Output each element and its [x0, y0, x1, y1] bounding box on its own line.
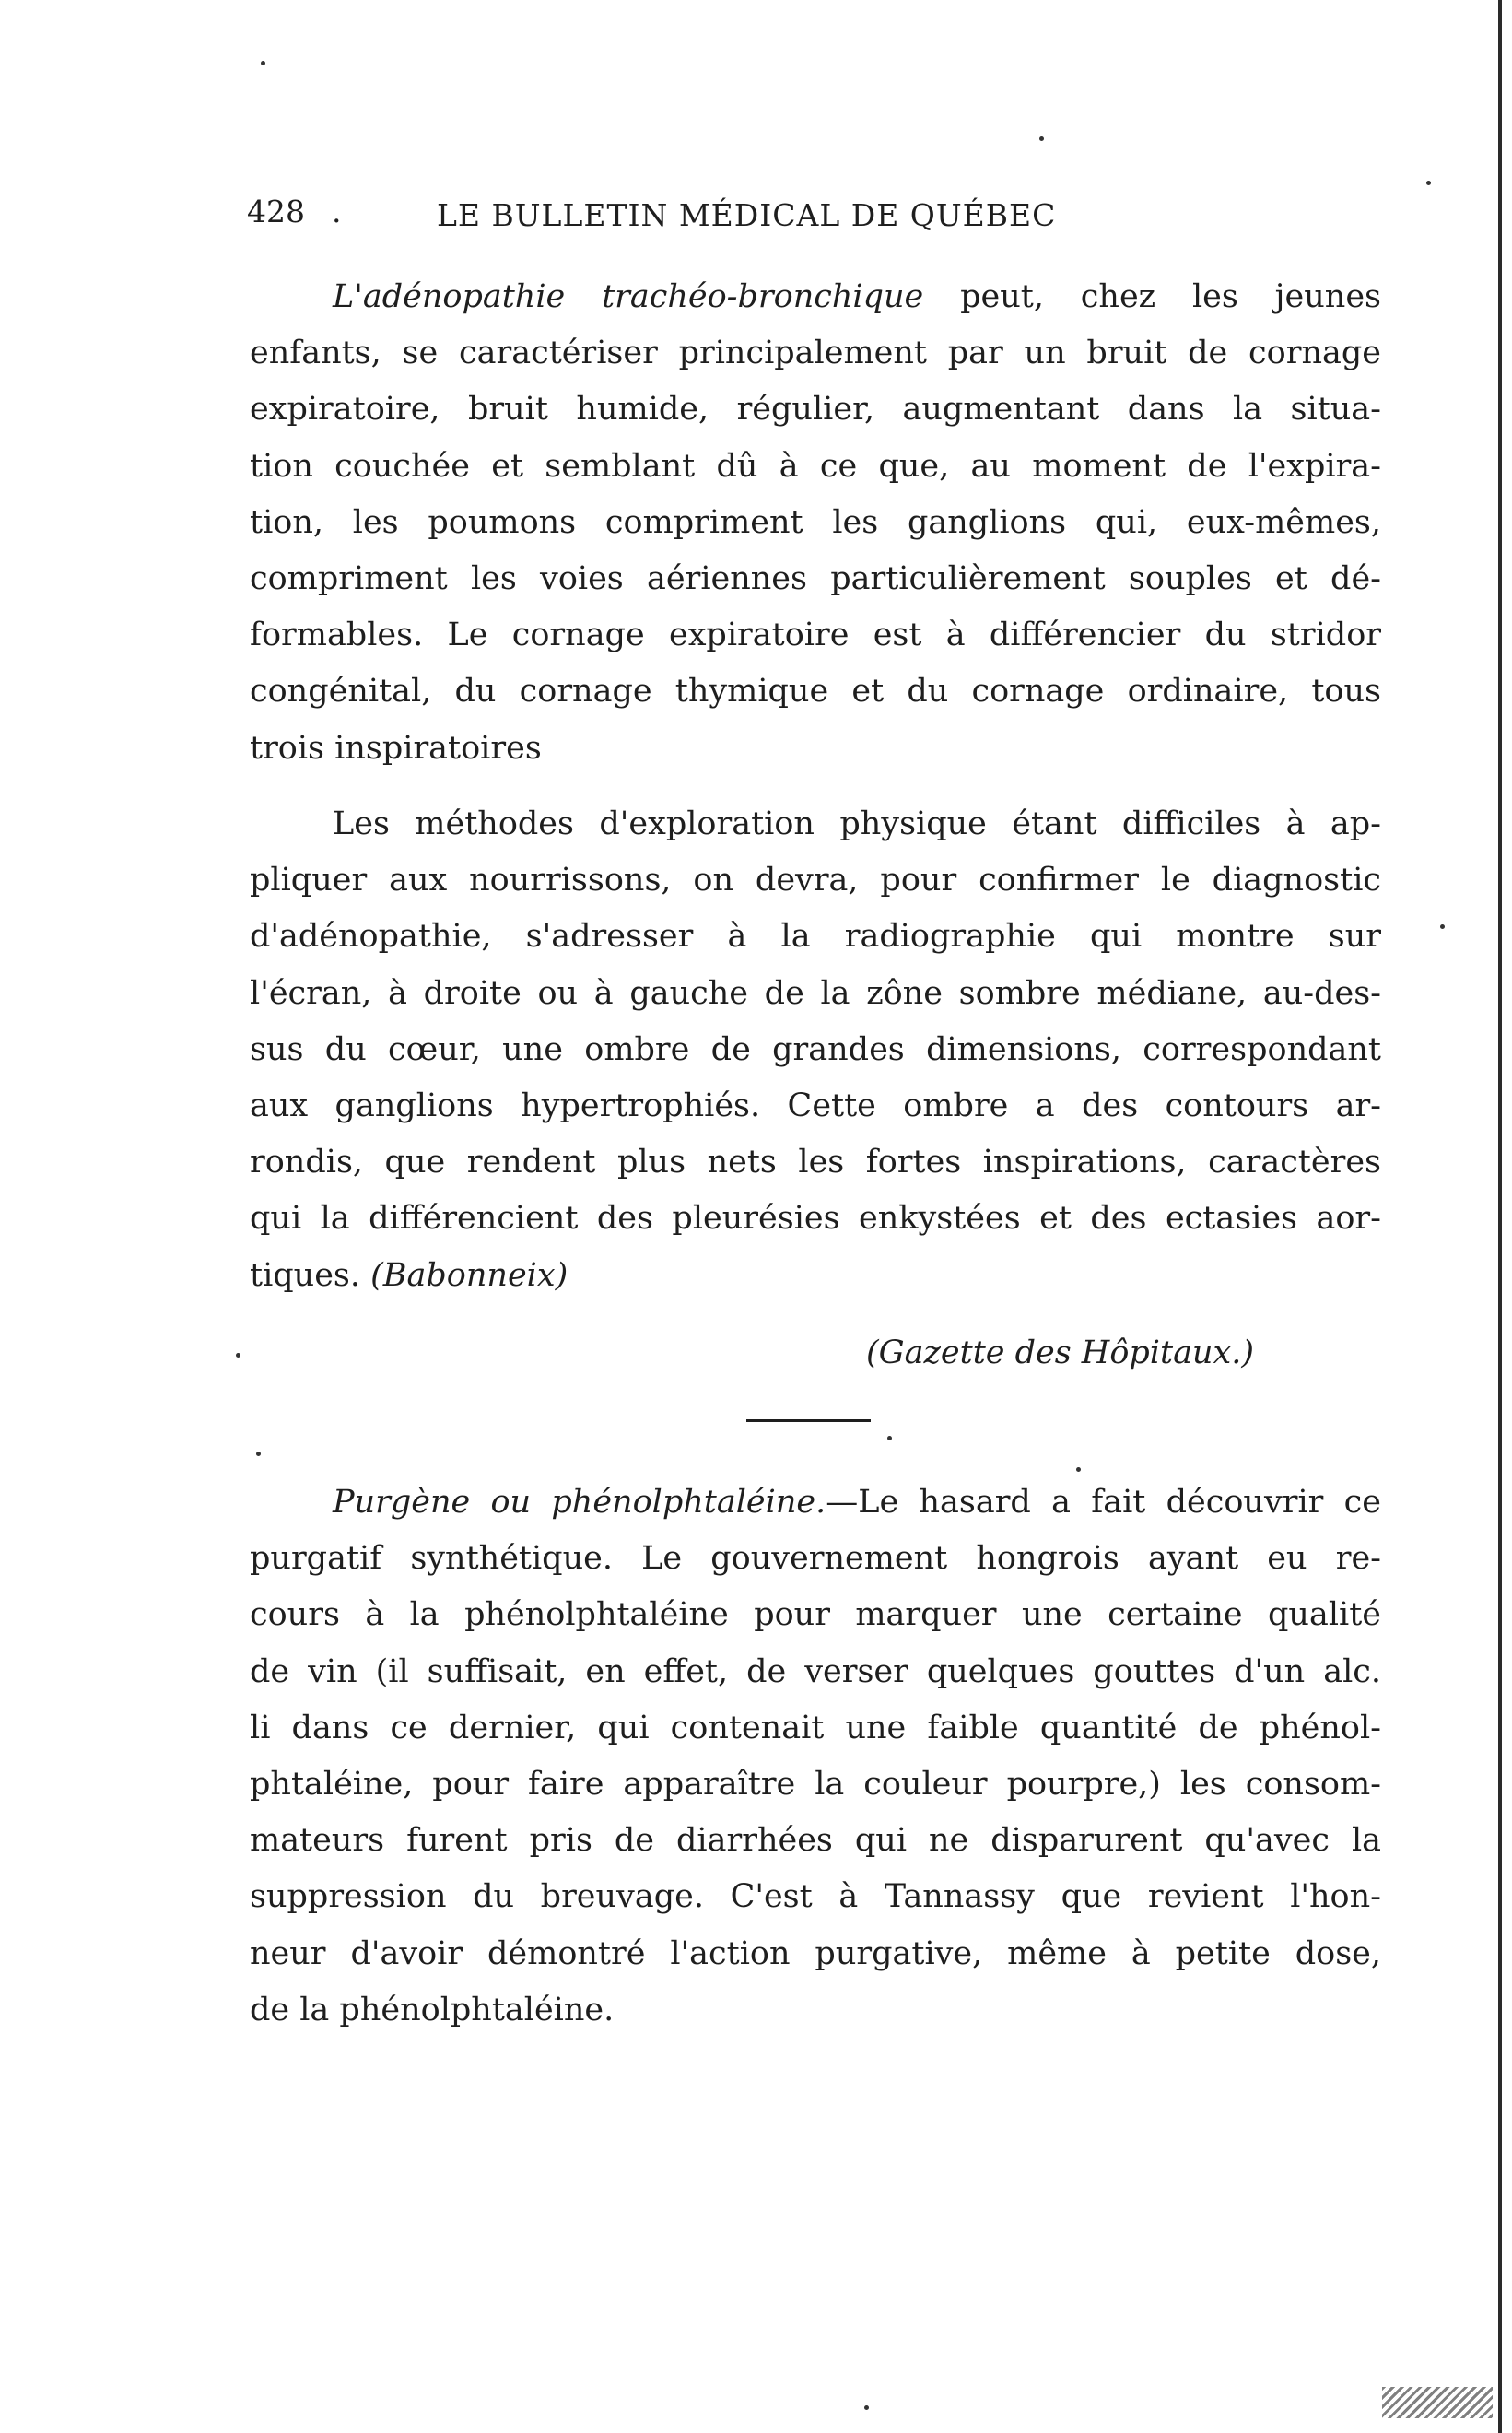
- page-header: [247, 194, 1168, 240]
- scan-speck: [236, 1353, 240, 1358]
- text-line: Les méthodes d'exploration physique étant difficiles à ap-: [333, 805, 1381, 842]
- text-line: trois inspiratoires: [250, 729, 542, 767]
- scan-smudge: [1382, 2387, 1493, 2418]
- scan-speck: [1039, 136, 1044, 141]
- text-line: mateurs furent pris de diarrhées qui ne disparurent qu'avec la: [250, 1822, 1381, 1860]
- text-line: pliquer aux nourrissons, on devra, pour confirmer le diagnostic: [250, 862, 1381, 899]
- source-citation: (Gazette des Hôpitaux.): [866, 1334, 1254, 1371]
- text-line: qui la différencient des pleurésies enkystées et des ectasies aor-: [250, 1200, 1381, 1238]
- scan-speck: [1426, 181, 1431, 185]
- page-number: 428: [247, 194, 305, 229]
- paragraph-purgene: [250, 1475, 1381, 2039]
- italic-term: Purgène ou phénolphtaléine.: [333, 1484, 826, 1521]
- text-line: congénital, du cornage thymique et du cornage ordinaire, tous: [250, 673, 1381, 711]
- section-divider: [746, 1419, 871, 1422]
- author-attribution: (Babonneix): [370, 1256, 568, 1294]
- text-line: de la phénolphtaléine.: [250, 1991, 615, 2028]
- italic-term: L'adénopathie trachéo-bronchique: [333, 278, 924, 315]
- paragraph-methodes: [250, 796, 1381, 1304]
- text-line: [250, 1248, 1381, 1304]
- text-line: cours à la phénolphtaléine pour marquer une certaine qualité: [250, 1596, 1381, 1634]
- text-line: suppression du breuvage. C'est à Tannassy que revient l'hon-: [250, 1878, 1381, 1916]
- text-line: [250, 1475, 1381, 1531]
- text-line: tion, les poumons compriment les ganglions qui, eux-mêmes,: [250, 503, 1381, 541]
- text-line: l'écran, à droite ou à gauche de la zône sombre médiane, au-des-: [250, 974, 1381, 1012]
- scan-edge: [1498, 0, 1502, 2433]
- header-separator: .: [332, 194, 343, 229]
- text-line: enfants, se caractériser principalement par un bruit de cornage: [250, 335, 1381, 372]
- text-line: rondis, que rendent plus nets les fortes inspirations, caractères: [250, 1144, 1381, 1181]
- text-line: neur d'avoir démontré l'action purgative, même à petite dose,: [250, 1934, 1381, 1972]
- line-text: tiques.: [250, 1256, 361, 1294]
- text-line: formables. Le cornage expiratoire est à différencier du stridor: [250, 617, 1381, 654]
- text-line: de vin (il suffisait, en effet, de verser quelques gouttes d'un alc.: [250, 1652, 1381, 1690]
- paragraph-adenopathie: [250, 269, 1381, 777]
- line-text: peut, chez les jeunes: [923, 278, 1381, 315]
- text-line: li dans ce dernier, qui contenait une faible quantité de phénol-: [250, 1709, 1381, 1746]
- scan-speck: [1076, 1467, 1081, 1472]
- scan-speck: [261, 61, 265, 65]
- text-line: d'adénopathie, s'adresser à la radiographie qui montre sur: [250, 918, 1381, 956]
- text-line: sus du cœur, une ombre de grandes dimensions, correspondant: [250, 1030, 1381, 1068]
- text-line: tion couchée et semblant dû à ce que, au moment de l'expira-: [250, 447, 1381, 485]
- text-line: phtaléine, pour faire apparaître la couleur pourpre,) les consom-: [250, 1765, 1381, 1803]
- text-line: aux ganglions hypertrophiés. Cette ombre a des contours ar-: [250, 1087, 1381, 1124]
- text-line: purgatif synthétique. Le gouvernement hongrois ayant eu re-: [250, 1540, 1381, 1578]
- text-line: expiratoire, bruit humide, régulier, augmentant dans la situa-: [250, 391, 1381, 429]
- text-line: compriment les voies aériennes particulièrement souples et dé-: [250, 559, 1381, 597]
- scan-speck: [864, 2405, 869, 2410]
- scan-speck: [1440, 924, 1445, 929]
- running-title: LE BULLETIN MÉDICAL DE QUÉBEC: [437, 197, 1057, 233]
- scan-speck: [887, 1436, 892, 1440]
- scan-speck: [256, 1452, 261, 1456]
- text-line: [250, 269, 1381, 325]
- line-text: —Le hasard a fait découvrir ce: [826, 1484, 1381, 1521]
